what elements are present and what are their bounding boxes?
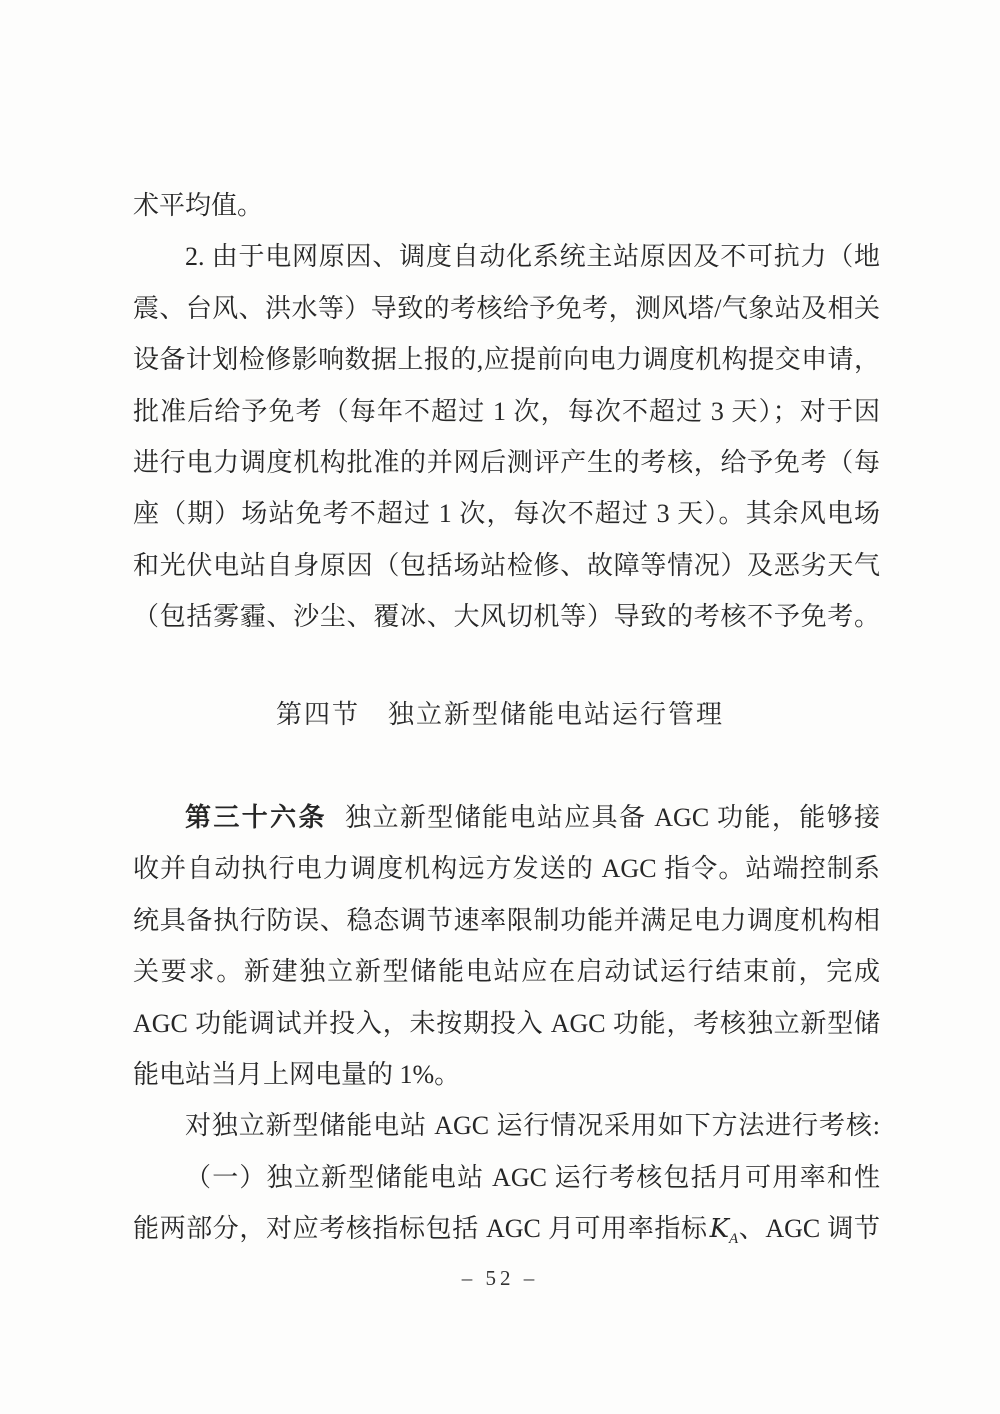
article-text: 独立新型储能电站应具备 AGC 功能，能够接 bbox=[345, 803, 880, 832]
text-line: 术平均值。 bbox=[133, 191, 264, 220]
text-line: 批准后给予免考（每年不超过 1 次，每次不超过 3 天）；对于因 bbox=[133, 396, 880, 426]
text-line: 震、台风、洪水等）导致的考核给予免考，测风塔/气象站及相关 bbox=[133, 293, 880, 323]
article-number-label: 第三十六条 bbox=[185, 803, 327, 832]
text-line: 座（期）场站免考不超过 1 次，每次不超过 3 天）。其余风电场 bbox=[133, 499, 880, 529]
text-line: 能电站当月上网电量的 1%。 bbox=[133, 1059, 461, 1089]
text-line: 收并自动执行电力调度机构远方发送的 AGC 指令。站端控制系 bbox=[133, 854, 880, 884]
text-line: 对独立新型储能电站 AGC 运行情况采用如下方法进行考核: bbox=[185, 1111, 880, 1141]
section-heading: 第四节 独立新型储能电站运行管理 bbox=[275, 700, 724, 729]
k-availability-symbol: K bbox=[709, 1214, 729, 1245]
text-line bbox=[133, 792, 880, 843]
text-line: 关要求。新建独立新型储能电站应在启动试运行结束前，完成 bbox=[133, 957, 880, 987]
item1-text-part1: 能两部分，对应考核指标包括 AGC 月可用率指标 bbox=[133, 1214, 708, 1244]
text-line: （一）独立新型储能电站 AGC 运行考核包括月可用率和性 bbox=[185, 1162, 880, 1192]
k-availability-subscript: A bbox=[729, 1231, 739, 1248]
text-line bbox=[133, 1203, 880, 1254]
paragraph-block-exemptions bbox=[133, 180, 880, 643]
page-number: – 52 – bbox=[461, 1266, 539, 1290]
text-line: 进行电力调度机构批准的并网后测评产生的考核，给予免考（每 bbox=[133, 447, 880, 477]
item1-text-part2: 、AGC 调节 bbox=[738, 1214, 880, 1244]
text-line: AGC 功能调试并投入，未按期投入 AGC 功能，考核独立新型储 bbox=[133, 1008, 880, 1038]
text-line: 统具备执行防误、稳态调节速率限制功能并满足电力调度机构相 bbox=[133, 905, 880, 935]
paragraph-block-article36 bbox=[133, 792, 880, 1255]
text-line: 和光伏电站自身原因（包括场站检修、故障等情况）及恶劣天气 bbox=[133, 550, 880, 580]
text-line: （包括雾霾、沙尘、覆冰、大风切机等）导致的考核不予免考。 bbox=[133, 602, 880, 632]
text-line: 2. 由于电网原因、调度自动化系统主站原因及不可抗力（地 bbox=[185, 242, 880, 272]
text-line: 设备计划检修影响数据上报的,应提前向电力调度机构提交申请， bbox=[133, 345, 880, 375]
